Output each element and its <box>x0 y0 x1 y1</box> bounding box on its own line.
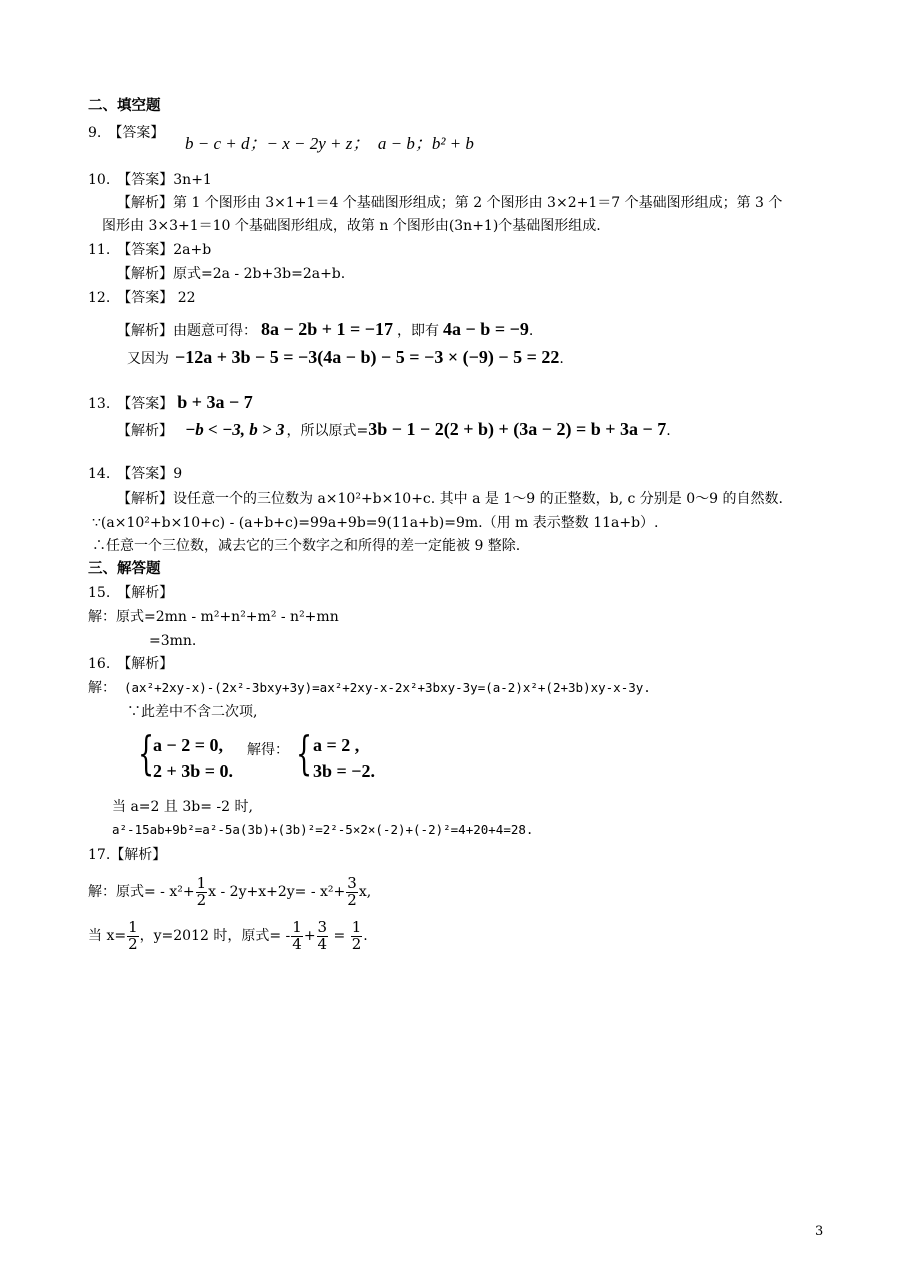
section-heading-solve: 三、解答题 <box>88 561 161 577</box>
q17-line2-plus: + <box>303 928 316 944</box>
q17-line1-mid: x - 2y+x+2y= - x²+ <box>208 884 346 900</box>
q14-explanation-line2: ∵(a×10²+b×10+c) - (a+b+c)=99a+9b=9(11a+b)=9m.（用 m 表示整数 11a+b）. <box>92 515 659 531</box>
q14-label: 14. 【答案】9 <box>88 466 183 482</box>
q17-line1 <box>88 872 371 912</box>
q17-line2 <box>88 916 368 956</box>
q16-system2-brace: { <box>296 726 313 780</box>
q15-line2: =3mn. <box>149 633 197 649</box>
q17-fraction-d: $\frac{1}{4}$ <box>292 917 302 953</box>
q16-line2: ∵此差中不含二次项, <box>127 704 258 720</box>
q17-line2-mid: ，y=2012 时，原式= - <box>139 928 291 944</box>
q12-exp-prefix: 【解析】由题意可得： <box>117 323 257 339</box>
q13-label: 13. 【答案】 <box>88 396 174 412</box>
q16-system2-eq1: a = 2 , <box>313 735 360 755</box>
q11-label: 11. 【答案】2a+b <box>88 242 212 258</box>
q14-explanation-line3: ∴任意一个三位数，减去它的三个数字之和所得的差一定能被 9 整除. <box>92 538 521 554</box>
q14-explanation-line1: 【解析】设任意一个的三位数为 a×10²+b×10+c. 其中 a 是 1～9 的正整数，b, c 分别是 0～9 的自然数. <box>117 491 783 507</box>
q16-line1-expression: (ax²+2xy-x)-(2x²-3bxy+3y)=ax²+2xy-x-2x²+3bxy-3y=(a-2)x²+(2+3b)xy-x-3y. <box>124 680 651 695</box>
q17-fraction-a: $\frac{1}{2}$ <box>196 873 207 909</box>
q17-fraction-e: $\frac{3}{4}$ <box>317 917 328 953</box>
q15-line1: 解：原式=2mn - m²+n²+m² - n²+mn <box>88 609 339 625</box>
q13-exp-equation: 3b − 1 − 2(2 + b) + (3a − 2) = b + 3a − 7 <box>368 419 667 439</box>
q16-line1-prefix: 解： <box>88 680 116 696</box>
q16-line4: a²-15ab+9b²=a²-5a(3b)+(3b)²=2²-5×2×(-2)+(-2)²=4+20+4=28. <box>112 822 534 837</box>
q17-fraction-b: $\frac{3}{2}$ <box>347 873 357 909</box>
q17-line2-end: . <box>363 928 368 944</box>
q13-answer: b + 3a − 7 <box>177 392 253 412</box>
q12-exp-equation2: 4a − b = −9 <box>443 319 529 339</box>
q16-system1-brace: { <box>138 726 155 780</box>
q10-explanation-line1: 【解析】第 1 个图形由 3×1+1＝4 个基础图形组成；第 2 个图形由 3×2+1＝7 个基础图形组成；第 3 个 <box>117 195 783 211</box>
q12-explanation-line2 <box>127 348 564 366</box>
q16-system1-eq2: 2 + 3b = 0. <box>153 761 234 781</box>
q11-explanation: 【解析】原式=2a - 2b+3b=2a+b. <box>117 266 346 282</box>
q9-label: 9. 【答案】 <box>88 125 165 141</box>
q17-label: 17.【解析】 <box>88 847 167 863</box>
q12-line2-end: . <box>559 351 564 367</box>
q13-exp-mid: ，所以原式= <box>286 423 369 439</box>
q13-exp-prefix: 【解析】 <box>117 423 173 439</box>
q16-system1-eq1: a − 2 = 0, <box>153 735 224 755</box>
q12-exp-mid: ，即有 <box>397 323 440 339</box>
q16-solve-label: 解得： <box>247 742 289 758</box>
q17-line2-eq: = <box>329 928 350 944</box>
q15-label: 15. 【解析】 <box>88 585 174 601</box>
section-heading-fill-blank: 二、填空题 <box>88 98 161 114</box>
q10-label: 10. 【答案】3n+1 <box>88 172 212 188</box>
q9-answer: b − c + d；− x − 2y + z； a − b；b² + b <box>185 134 474 153</box>
q12-line2-prefix: 又因为 <box>127 351 169 367</box>
q17-line2-prefix: 当 x= <box>88 928 127 944</box>
q17-fraction-f: $\frac{1}{2}$ <box>351 917 362 953</box>
q12-line2-equation: −12a + 3b − 5 = −3(4a − b) − 5 = −3 × (−9) − 5 = 22 <box>175 347 560 367</box>
q10-explanation-line2: 图形由 3×3+1＝10 个基础图形组成，故第 n 个图形由(3n+1)个基础图形组成. <box>102 218 601 234</box>
q17-line1-end: x, <box>358 884 372 900</box>
q13-exp-end: . <box>666 423 671 439</box>
page-number: 3 <box>815 1224 824 1239</box>
q13-exp-condition: −b < −3, b > 3 <box>185 420 285 439</box>
q12-exp-equation1: 8a − 2b + 1 = −17 <box>261 319 394 339</box>
q16-line1 <box>88 681 651 695</box>
q16-line3: 当 a=2 且 3b= -2 时, <box>112 799 253 815</box>
q16-label: 16. 【解析】 <box>88 656 174 672</box>
q17-fraction-c: $\frac{1}{2}$ <box>128 917 138 953</box>
q13-explanation <box>117 420 671 438</box>
q13-label-row <box>88 393 253 411</box>
q16-system2-eq2: 3b = −2. <box>313 761 376 781</box>
q17-line1-prefix: 解：原式= - x²+ <box>88 884 195 900</box>
q12-label: 12. 【答案】 22 <box>88 290 196 306</box>
q12-explanation-line1 <box>117 320 533 338</box>
q12-exp-end: . <box>528 323 534 339</box>
